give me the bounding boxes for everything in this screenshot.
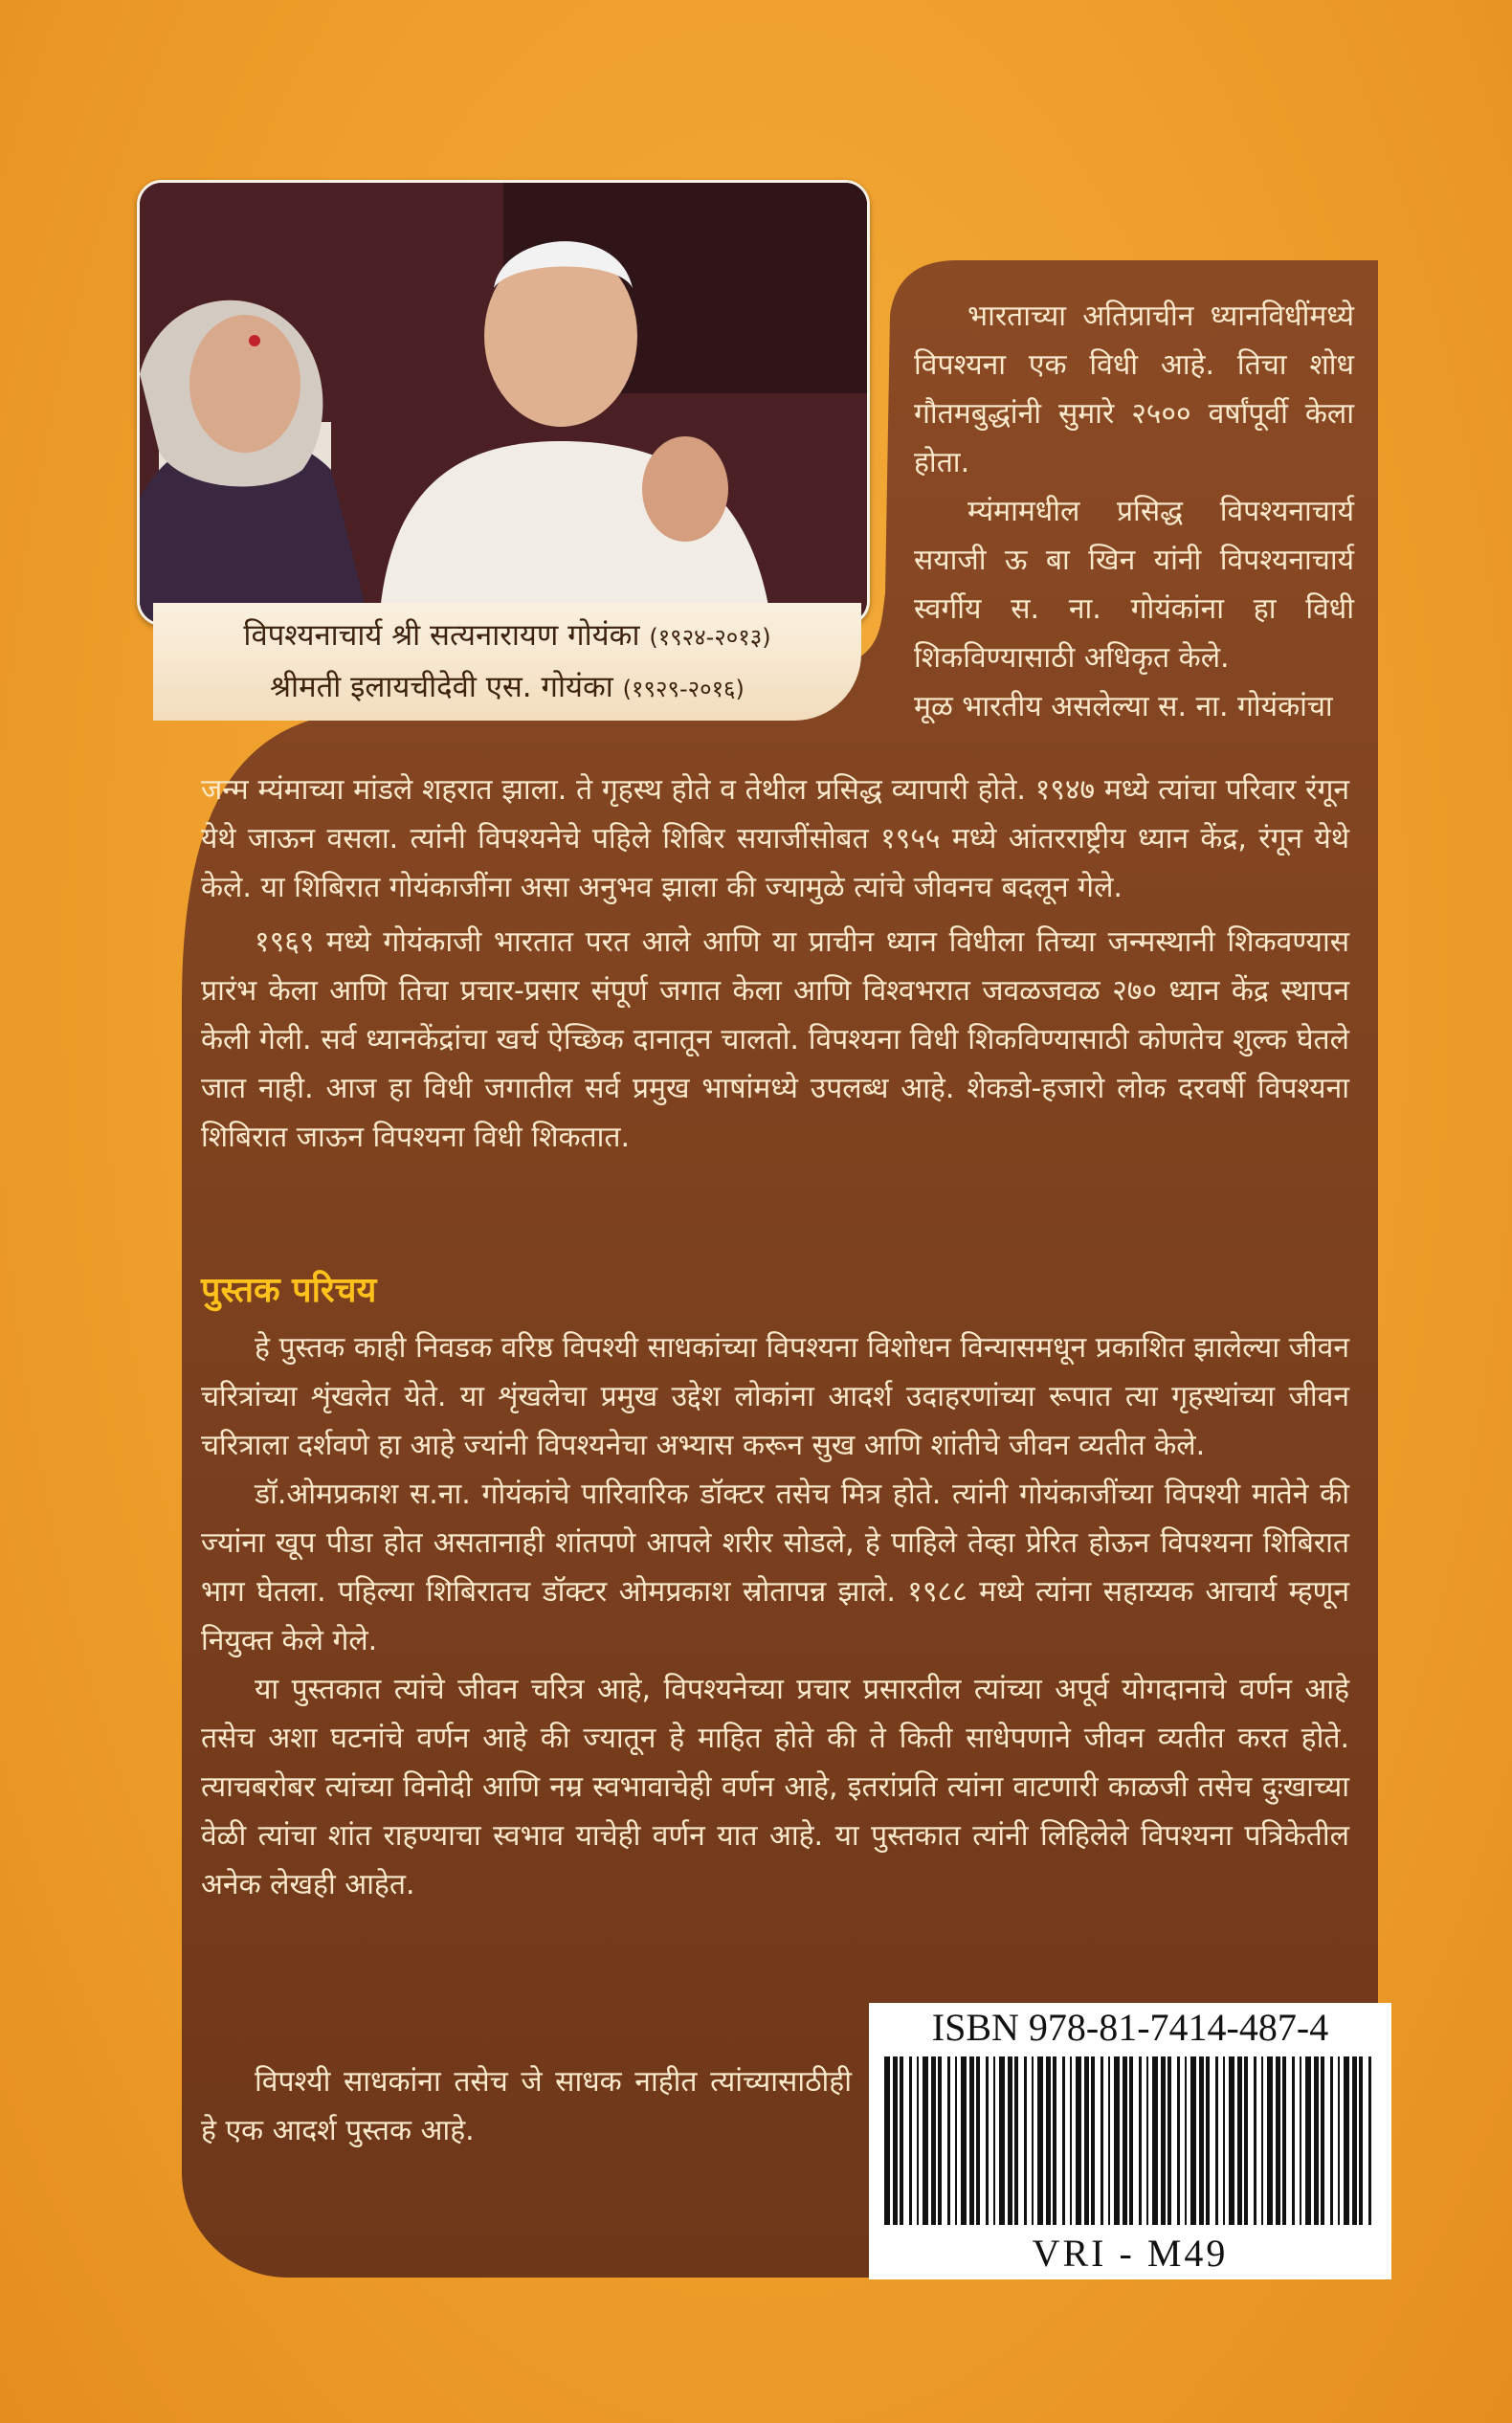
barcode-bar xyxy=(1084,2056,1089,2225)
intro-paragraph: मूळ भारतीय असलेल्या स. ना. गोयंकांचा xyxy=(914,690,1333,723)
barcode-bar xyxy=(1091,2056,1095,2225)
barcode-bar xyxy=(947,2056,950,2225)
barcode-bar xyxy=(1305,2056,1311,2225)
catalog-code: VRI - M49 xyxy=(1032,2232,1229,2275)
intro-paragraph: म्यंमामधील प्रसिद्ध विपश्यनाचार्य सयाजी ऊ बा खिन यांनी विपश्यनाचार्य स्वर्गीय स. ना. गोयंकांना हा विधी शिकविण्यासाठी अधिकृत केले. xyxy=(914,495,1354,675)
barcode-bar xyxy=(1146,2056,1148,2225)
barcode-bar xyxy=(1261,2056,1263,2225)
barcode-bar xyxy=(961,2056,967,2225)
intro-paragraph: भारताच्या अतिप्राचीन ध्यानविधींमध्ये विपश्यना एक विधी आहे. तिचा शोध गौतमबुद्धांनी सुमारे २५०० वर्षांपूर्वी केला होता. xyxy=(914,300,1354,479)
book-intro-text xyxy=(201,1323,1349,1909)
barcode-bar xyxy=(1167,2056,1171,2225)
photo-illustration xyxy=(140,183,867,623)
barcode-bar xyxy=(893,2056,898,2225)
barcode-bar xyxy=(1101,2056,1103,2225)
barcode-bar xyxy=(1321,2056,1324,2225)
bio-paragraph: जन्म म्यंमाच्या मांडले शहरात झाला. ते गृहस्थ होते व तेथील प्रसिद्ध व्यापारी होते. १९४७ मध्ये त्यांचा परिवार रंगून येथे जाऊन वसला. त्यांनी विपश्यनेचे पहिले शिबिर सयाजींसोबत १९५५ मध्ये आंतरराष्ट्रीय ध्यान केंद्र, रंगून येथे केले. या शिबिरात गोयंकाजींना असा अनुभव झाला की ज्यामुळे त्यांचे जीवनच बदलून गेले. xyxy=(201,773,1349,904)
barcode-bar xyxy=(1129,2056,1133,2225)
barcode-bar xyxy=(1190,2056,1196,2225)
barcode-box xyxy=(869,2003,1391,2279)
barcode-bar xyxy=(1123,2056,1127,2225)
barcode-bar xyxy=(1344,2056,1349,2225)
closing-paragraph: विपश्यी साधकांना तसेच जे साधक नाहीत त्यांच्यासाठीही हे एक आदर्श पुस्तक आहे. xyxy=(201,2065,852,2147)
photo-caption xyxy=(153,603,861,721)
bio-text xyxy=(201,766,1349,1162)
founders-photo xyxy=(137,180,870,626)
barcode-bar xyxy=(1037,2056,1043,2225)
caption-name-ilaichidevi: श्रीमती इलायचीदेवी एस. गोयंका xyxy=(270,670,613,704)
book-intro-paragraph: डॉ.ओमप्रकाश स.ना. गोयंकांचे पारिवारिक डॉक्टर तसेच मित्र होते. त्यांनी गोयंकाजींच्या विपश्यी मातेने की ज्यांना खूप पीडा होत असतानाही शांतपणे आपले शरीर सोडले, हे पाहिले तेव्हा प्रेरित होऊन विपश्यना शिबिरात भाग घेतला. पहिल्या शिबिरातच डॉक्टर ओमप्रकाश स्रोतापन्न झाले. १९८८ मध्ये त्यांना सहाय्यक आचार्य म्हणून नियुक्त केले गेले. xyxy=(201,1478,1349,1657)
barcode-bar xyxy=(1062,2056,1065,2225)
caption-line-goenka xyxy=(153,611,861,662)
barcode-bar xyxy=(1185,2056,1187,2225)
intro-text xyxy=(914,292,1354,731)
barcode-bar xyxy=(1276,2056,1280,2225)
barcode-bar xyxy=(1070,2056,1072,2225)
barcode-bar xyxy=(1032,2056,1034,2225)
barcode-bar xyxy=(1076,2056,1081,2225)
caption-years-goenka: (१९२४-२०१३) xyxy=(649,624,771,651)
barcode-bar xyxy=(1368,2056,1371,2225)
barcode-bar xyxy=(1152,2056,1158,2225)
caption-years-ilaichidevi: (१९२९-२०१६) xyxy=(622,676,745,702)
barcode-bar xyxy=(1338,2056,1340,2225)
barcode-bar xyxy=(1108,2056,1110,2225)
book-intro-paragraph: या पुस्तकात त्यांचे जीवन चरित्र आहे, विपश्यनेच्या प्रचार प्रसारतील त्यांच्या अपूर्व योगदानाचे वर्णन आहे तसेच अशा घटनांचे वर्णन आहे की ज्यातून हे माहित होते की ते किती साधेपणाने जीवन व्यतीत करत होते. त्याचबरोबर त्यांच्या विनोदी आणि नम्र स्वभावाचेही वर्णन आहे, इतरांप्रति त्यांना वाटणारी काळजी तसेच दुःखाच्या वेळी त्यांचा शांत राहण्याचा स्वभाव याचेही वर्णन यात आहे. या पुस्तकात त्यांनी लिहिलेले विपश्यना पत्रिकेतील अनेक लेखही आहेत. xyxy=(201,1673,1349,1901)
barcode-bar xyxy=(884,2056,890,2225)
barcode-bar xyxy=(1237,2056,1242,2225)
barcode-bar xyxy=(938,2056,942,2225)
barcode-bar xyxy=(917,2056,919,2225)
book-intro-heading: पुस्तक परिचय xyxy=(201,1271,377,1310)
barcode-bar xyxy=(1014,2056,1018,2225)
barcode-bar xyxy=(1359,2056,1363,2225)
barcode-bar xyxy=(1282,2056,1286,2225)
caption-name-goenka: विपश्यनाचार्य श्री सत्यनारायण गोयंका xyxy=(243,618,640,653)
barcode-bar xyxy=(1206,2056,1210,2225)
barcode-bar xyxy=(999,2056,1005,2225)
barcode-bar xyxy=(1300,2056,1301,2225)
barcode-bar xyxy=(931,2056,936,2225)
book-intro-paragraph: हे पुस्तक काही निवडक वरिष्ठ विपश्यी साधकांच्या विपश्यना विशोधन विन्यासमधून प्रकाशित झालेल्या जीवन चरित्रांच्या शृंखलेत येते. या शृंखलेचा प्रमुख उद्देश लोकांना आदर्श उदाहरणांच्या रूपात त्या गृहस्थांच्या जीवन चरित्राला दर्शवणे हा आहे ज्यांनी विपश्यनेचा अभ्यास करून सुख आणि शांतीचे जीवन व्यतीत केले. xyxy=(201,1331,1349,1462)
barcode-bar xyxy=(1244,2056,1248,2225)
barcode-bar xyxy=(976,2056,980,2225)
caption-line-ilaichidevi xyxy=(153,662,861,714)
barcode-bar xyxy=(1215,2056,1218,2225)
barcode-bar xyxy=(1199,2056,1204,2225)
barcode-bar xyxy=(923,2056,928,2225)
bio-paragraph: १९६९ मध्ये गोयंकाजी भारतात परत आले आणि या प्राचीन ध्यान विधीला तिच्या जन्मस्थानी शिकवण्यास प्रारंभ केला आणि तिचा प्रचार-प्रसार संपूर्ण जगात केला आणि विश्वभरात जवळजवळ २७० ध्यान केंद्र स्थापन केली गेली. सर्व ध्यानकेंद्रांचा खर्च ऐच्छिक दानातून चालतो. विपश्यना विधी शिकविण्यासाठी कोणतेच शुल्क घेतले जात नाही. आज हा विधी जगातील सर्व प्रमुख भाषांमध्ये उपलब्ध आहे. शेकडो-हजारो लोक दरवर्षी विपश्यना शिबिरात जाऊन विपश्यना विधी शिकतात. xyxy=(201,925,1349,1154)
barcode-bar xyxy=(1254,2056,1256,2225)
barcode-bar xyxy=(1267,2056,1273,2225)
barcode-bar xyxy=(1223,2056,1225,2225)
barcode-bar xyxy=(1161,2056,1166,2225)
barcode-bar xyxy=(1053,2056,1056,2225)
barcode-bar xyxy=(969,2056,974,2225)
barcode-bar xyxy=(1024,2056,1027,2225)
barcode-bar xyxy=(909,2056,912,2225)
barcode-bars xyxy=(880,2056,1380,2225)
barcode-bar xyxy=(993,2056,995,2225)
closing-text xyxy=(201,2057,852,2155)
barcode-bar xyxy=(1177,2056,1180,2225)
barcode-bar xyxy=(1046,2056,1051,2225)
barcode-bar xyxy=(955,2056,957,2225)
barcode-bar xyxy=(1314,2056,1319,2225)
barcode-bar xyxy=(900,2056,903,2225)
barcode-bar xyxy=(1352,2056,1357,2225)
barcode-bar xyxy=(1330,2056,1333,2225)
isbn-text: ISBN 978-81-7414-487-4 xyxy=(931,2006,1329,2049)
barcode-bar xyxy=(1139,2056,1142,2225)
barcode-bar xyxy=(1229,2056,1234,2225)
barcode-bar xyxy=(1008,2056,1012,2225)
barcode-bar xyxy=(986,2056,989,2225)
barcode-bar xyxy=(1114,2056,1120,2225)
barcode-bar xyxy=(1292,2056,1295,2225)
